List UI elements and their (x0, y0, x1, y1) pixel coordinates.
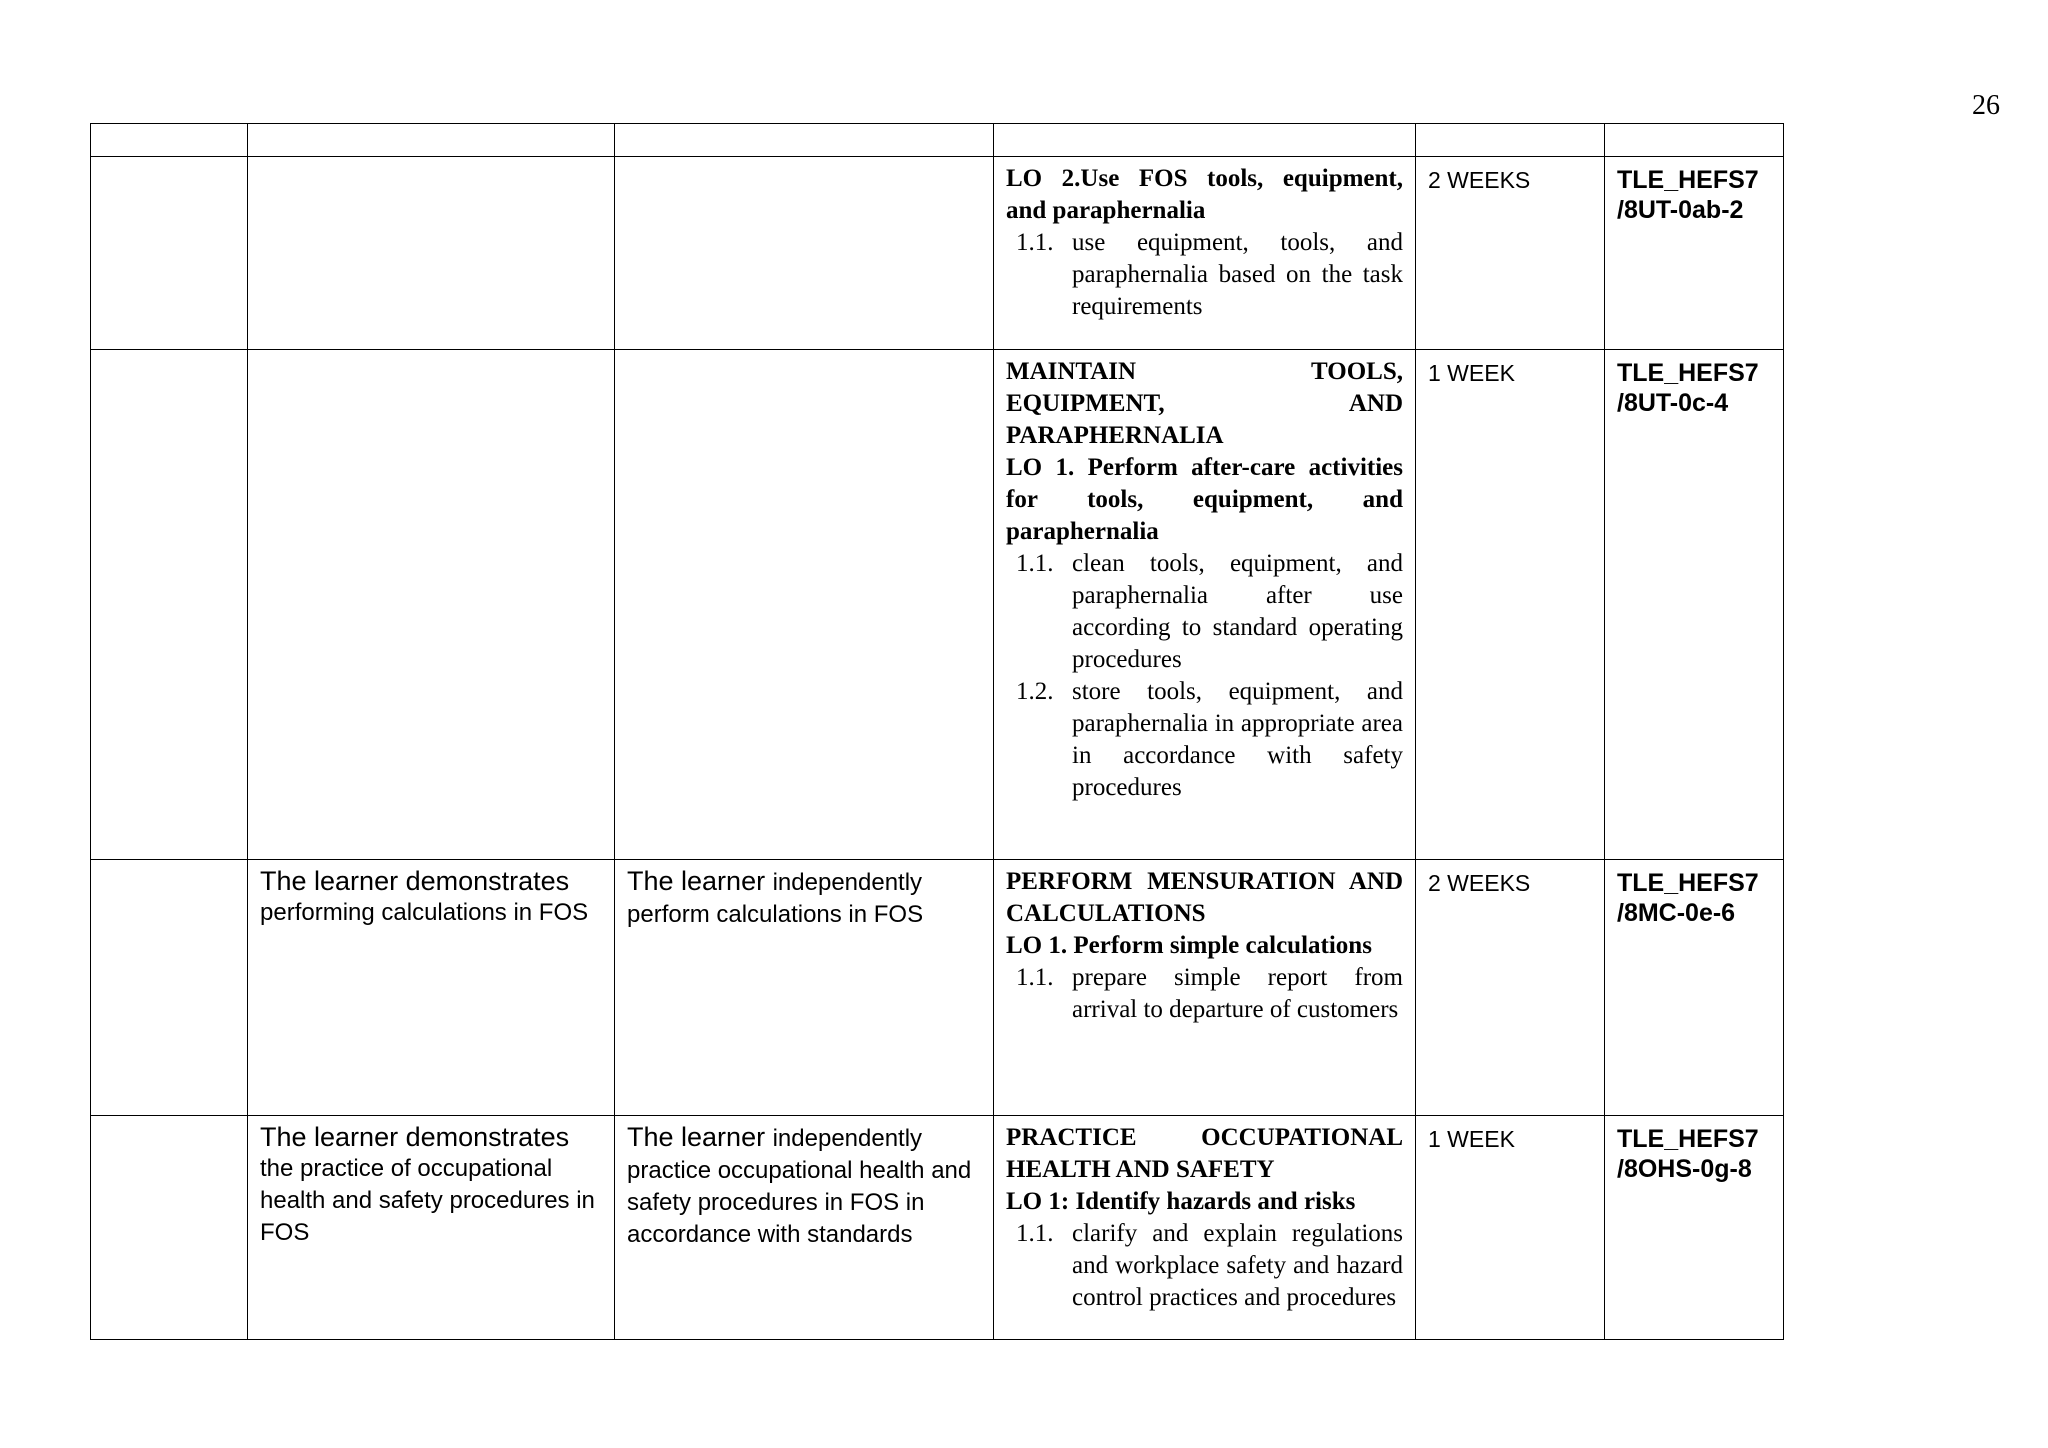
item-text: store tools, equipment, and paraphernalia in appropriate area in accordance with safety procedures (1072, 678, 1403, 801)
curriculum-guide-table (90, 123, 1784, 1340)
code-cell: TLE_HEFS7 /8OHS-0g-8 (1605, 1116, 1784, 1340)
content-standard-cell (248, 350, 615, 860)
content-standard-cell (248, 157, 615, 350)
competency-cell (994, 350, 1416, 860)
table-cell-empty (248, 124, 615, 157)
table-row (91, 1116, 1784, 1340)
learning-outcome-line: and paraphernalia (1006, 197, 1206, 224)
table-row (91, 860, 1784, 1116)
competency-heading-line: EQUIPMENT, AND (1006, 390, 1403, 417)
content-standard-text: the practice of occupational health and safety procedures in FOS (260, 1155, 595, 1246)
duration-cell: 1 WEEK (1416, 1116, 1605, 1340)
competency-cell (994, 1116, 1416, 1340)
content-standard-lead: The learner demonstrates (260, 866, 570, 896)
list-item (1006, 962, 1403, 1026)
content-standard-cell (248, 1116, 615, 1340)
item-number: 1.1. (1016, 964, 1054, 991)
content-standard-text: performing calculations in FOS (260, 899, 589, 926)
learning-outcome: LO 1. Perform after-care activities for tools, equipment, and paraphernalia (1006, 454, 1403, 545)
table-cell-empty (1605, 124, 1784, 157)
duration-cell: 2 WEEKS (1416, 157, 1605, 350)
performance-standard-cell (615, 860, 994, 1116)
competency-cell (994, 860, 1416, 1116)
table-row (91, 350, 1784, 860)
page-number: 26 (1972, 90, 2000, 121)
performance-standard-lead: The learner (627, 1122, 766, 1152)
learning-outcome-line: LO 2.Use FOS tools, equipment, (1006, 165, 1403, 192)
content-cell (91, 157, 248, 350)
item-text: clarify and explain regulations and workplace safety and hazard control practices and procedures (1072, 1220, 1403, 1311)
performance-standard-text: independently perform calculations in FOS (627, 869, 924, 928)
content-cell (91, 1116, 248, 1340)
competency-heading-line: CALCULATIONS (1006, 900, 1206, 927)
learning-outcome: LO 1: Identify hazards and risks (1006, 1188, 1356, 1215)
item-text: use equipment, tools, and paraphernalia based on the task requirements (1072, 229, 1403, 320)
competency-cell (994, 157, 1416, 350)
learning-outcome: LO 1. Perform simple calculations (1006, 932, 1372, 959)
code-cell: TLE_HEFS7 /8MC-0e-6 (1605, 860, 1784, 1116)
item-number: 1.1. (1016, 1220, 1054, 1247)
competency-heading-line: MAINTAIN TOOLS, (1006, 358, 1403, 385)
item-number: 1.1. (1016, 229, 1054, 256)
competency-heading-line: HEALTH AND SAFETY (1006, 1156, 1275, 1183)
list-item (1006, 548, 1403, 676)
table-row (91, 124, 1784, 157)
content-standard-cell (248, 860, 615, 1116)
performance-standard-cell (615, 1116, 994, 1340)
duration-cell: 2 WEEKS (1416, 860, 1605, 1116)
performance-standard-lead: The learner (627, 866, 766, 896)
table-cell-empty (91, 124, 248, 157)
list-item (1006, 1218, 1403, 1314)
table-cell-empty (1416, 124, 1605, 157)
performance-standard-cell (615, 350, 994, 860)
item-text: prepare simple report from arrival to departure of customers (1072, 964, 1403, 1023)
code-cell: TLE_HEFS7 /8UT-0ab-2 (1605, 157, 1784, 350)
code-cell: TLE_HEFS7 /8UT-0c-4 (1605, 350, 1784, 860)
competency-heading-line: PARAPHERNALIA (1006, 422, 1224, 449)
competency-heading-line: PERFORM MENSURATION AND (1006, 868, 1403, 895)
content-standard-lead: The learner demonstrates (260, 1122, 570, 1152)
list-item (1006, 227, 1403, 323)
item-number: 1.1. (1016, 550, 1054, 577)
content-cell (91, 860, 248, 1116)
performance-standard-text: independently practice occupational health and safety procedures in FOS in accordance with standards (627, 1125, 972, 1248)
table-cell-empty (994, 124, 1416, 157)
table-cell-empty (615, 124, 994, 157)
item-number: 1.2. (1016, 678, 1054, 705)
table-row (91, 157, 1784, 350)
item-text: clean tools, equipment, and paraphernalia after use according to standard operating procedures (1072, 550, 1403, 673)
performance-standard-cell (615, 157, 994, 350)
list-item (1006, 676, 1403, 804)
duration-cell: 1 WEEK (1416, 350, 1605, 860)
competency-heading-line: PRACTICE OCCUPATIONAL (1006, 1124, 1403, 1151)
content-cell (91, 350, 248, 860)
